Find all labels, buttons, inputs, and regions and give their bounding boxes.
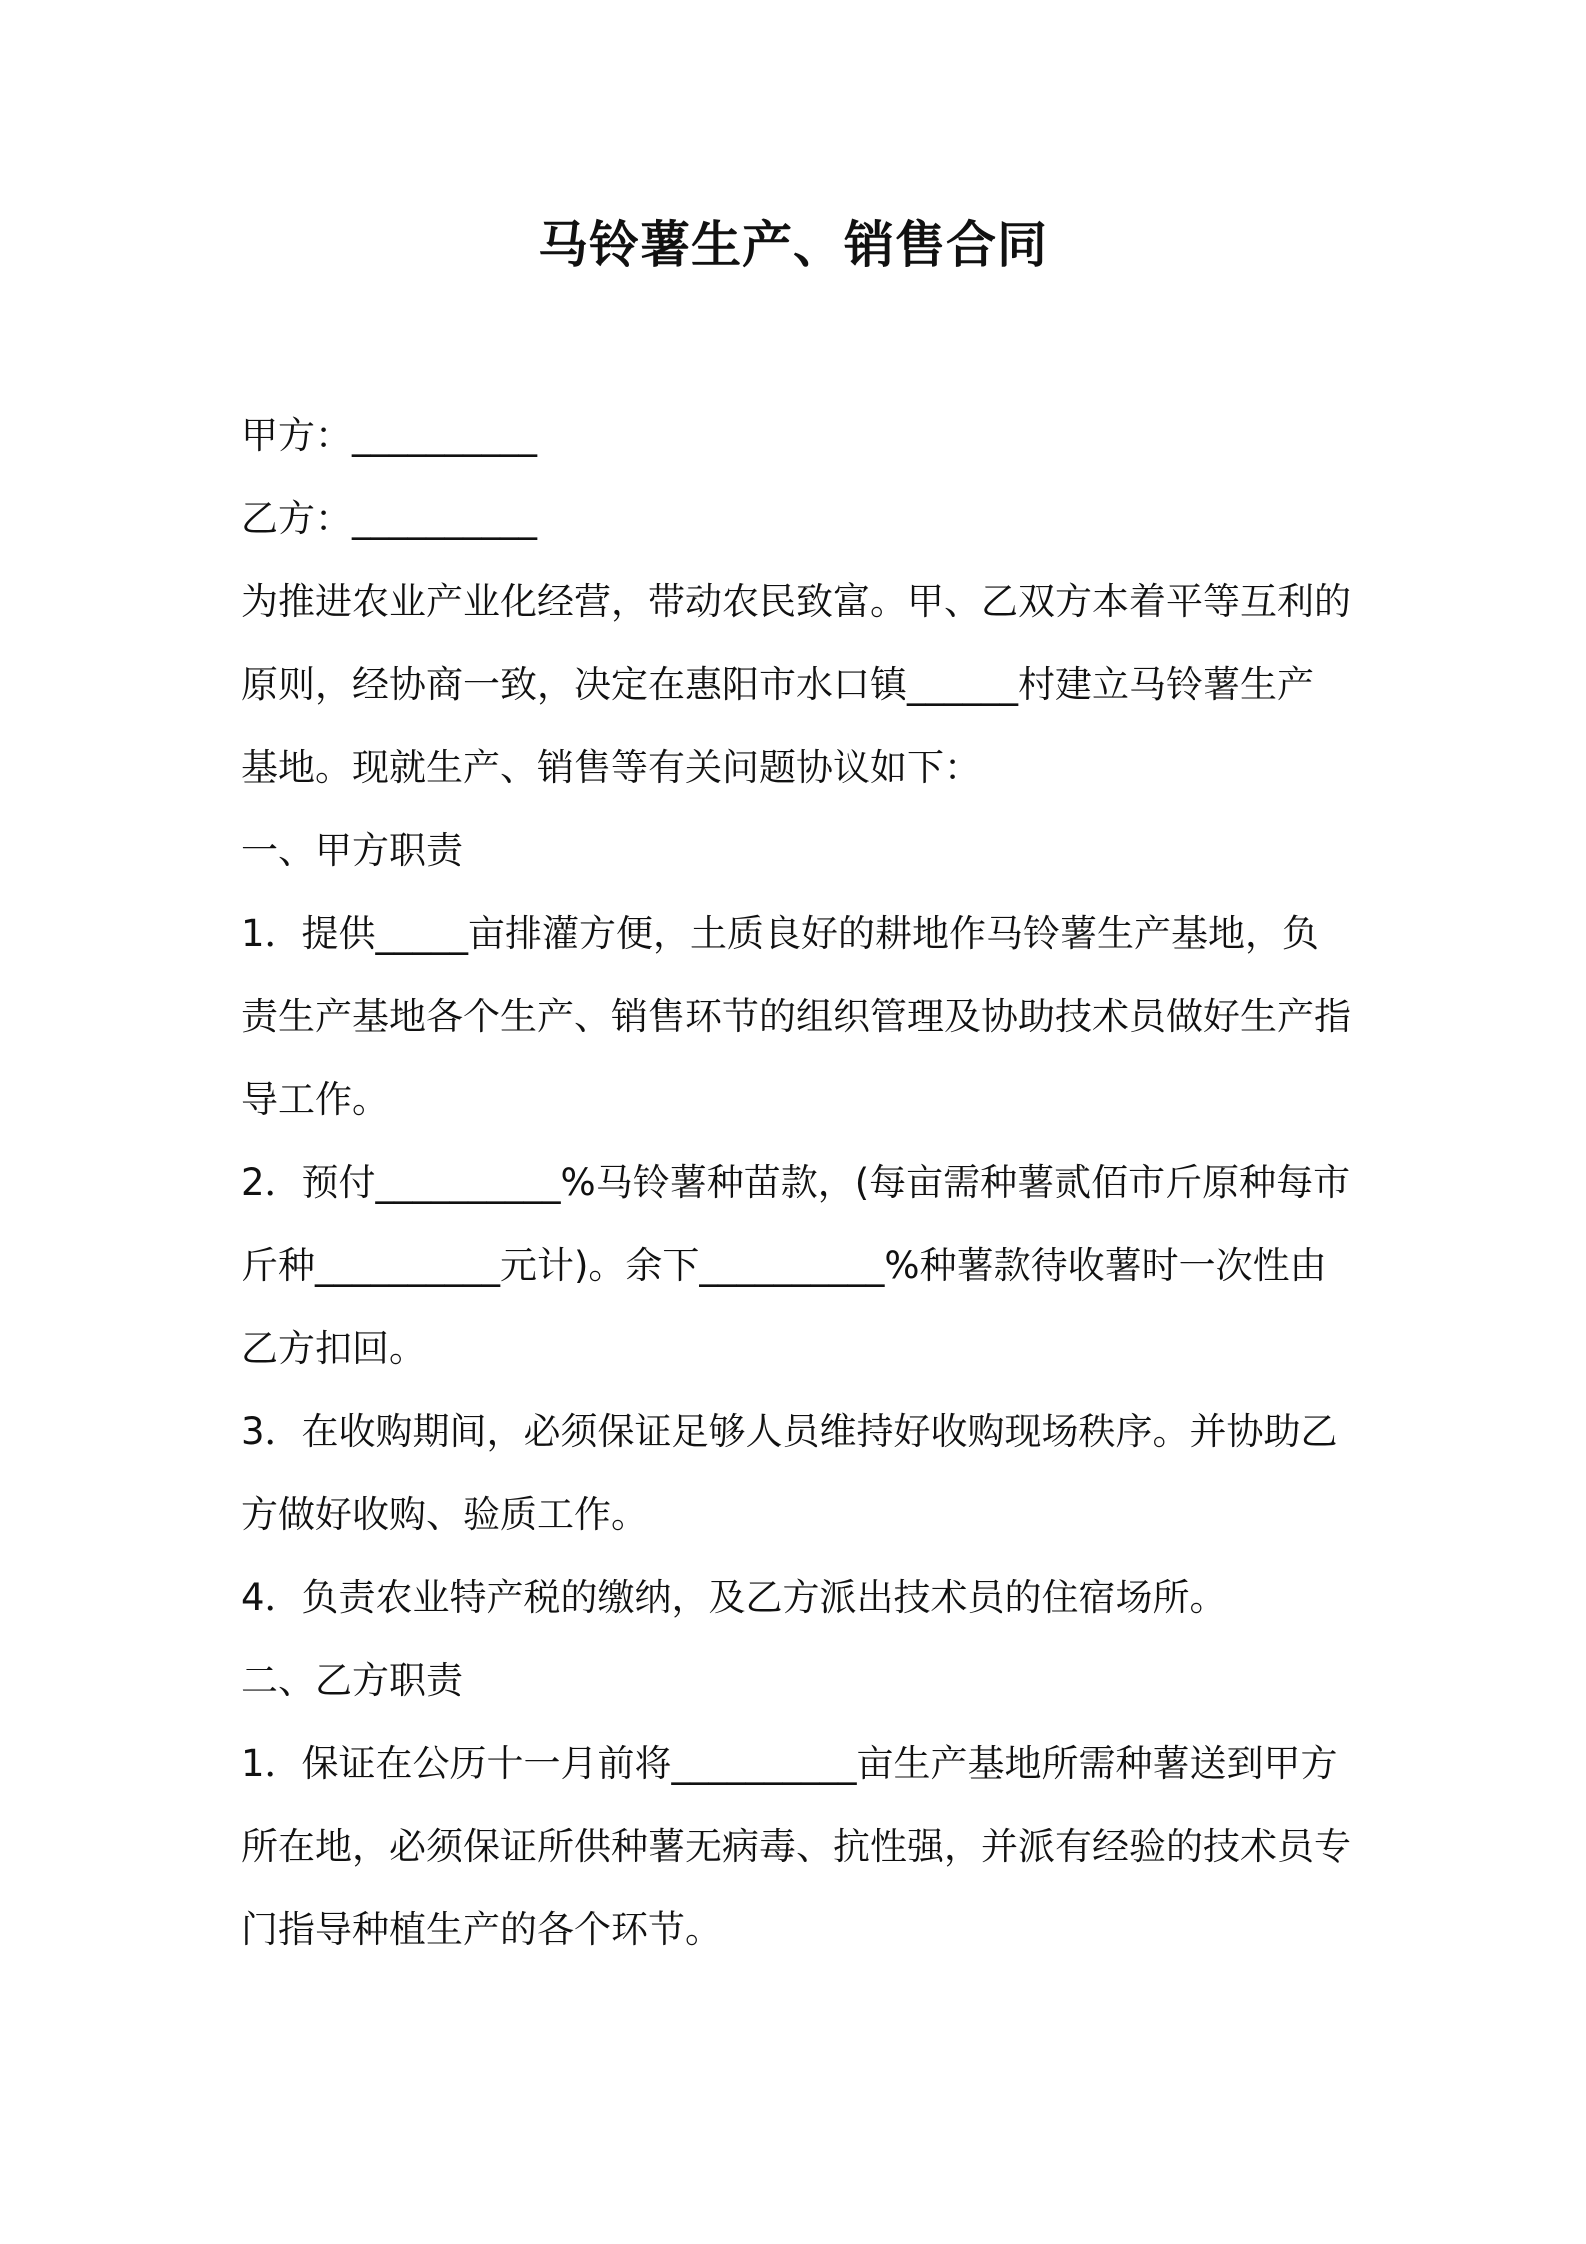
- clause-line: 4．负责农业特产税的缴纳，及乙方派出技术员的住宿场所。: [241, 1576, 1227, 1619]
- section-heading-party-b-duties: 二、乙方职责: [241, 1659, 463, 1702]
- clause-line: 3．在收购期间，必须保证足够人员维持好收购现场秩序。并协助乙: [241, 1410, 1338, 1453]
- section-heading-party-a-duties: 一、甲方职责: [241, 829, 463, 872]
- preamble-line: 原则，经协商一致，决定在惠阳市水口镇______村建立马铃薯生产: [241, 663, 1314, 706]
- clause-line: 1．保证在公历十一月前将__________亩生产基地所需种薯送到甲方: [241, 1742, 1338, 1785]
- clause-line: 门指导种植生产的各个环节。: [241, 1908, 722, 1951]
- document-body: [241, 394, 1353, 1971]
- document-title: 马铃薯生产、销售合同: [538, 216, 1048, 274]
- clause-line: 乙方扣回。: [241, 1327, 426, 1370]
- clause-line: 责生产基地各个生产、销售环节的组织管理及协助技术员做好生产指: [241, 995, 1351, 1038]
- clause-line: 方做好收购、验质工作。: [241, 1493, 648, 1536]
- party-a-line: 甲方：__________: [241, 414, 537, 457]
- preamble-line: 为推进农业产业化经营，带动农民致富。甲、乙双方本着平等互利的: [241, 580, 1351, 623]
- preamble-line: 基地。现就生产、销售等有关问题协议如下：: [241, 746, 981, 789]
- party-b-line: 乙方：__________: [241, 497, 537, 540]
- clause-line: 1．提供_____亩排灌方便，土质良好的耕地作马铃薯生产基地，负: [241, 912, 1320, 955]
- clause-line: 斤种__________元计)。余下__________%种薯款待收薯时一次性由: [241, 1244, 1327, 1287]
- clause-line: 导工作。: [241, 1078, 389, 1121]
- clause-line: 2．预付__________%马铃薯种苗款，(每亩需种薯贰佰市斤原种每市: [241, 1161, 1351, 1204]
- clause-line: 所在地，必须保证所供种薯无病毒、抗性强，并派有经验的技术员专: [241, 1825, 1351, 1868]
